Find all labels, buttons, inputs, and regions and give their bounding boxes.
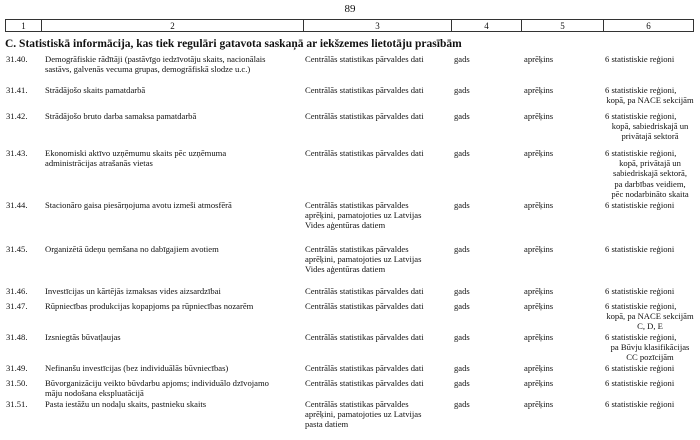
periodicity: gads <box>454 85 470 95</box>
periodicity: gads <box>454 286 470 296</box>
method: aprēķins <box>524 85 554 95</box>
indicator-description-line: Strādājošo skaits pamatdarbā <box>45 85 146 95</box>
method: aprēķins <box>524 399 554 409</box>
data-source-line: Centrālās statistikas pārvaldes <box>305 244 409 254</box>
table-row <box>5 286 695 301</box>
periodicity: gads <box>454 148 470 158</box>
method: aprēķins <box>524 111 554 121</box>
data-source-line: Centrālās statistikas pārvaldes dati <box>305 111 424 121</box>
method: aprēķins <box>524 54 554 64</box>
indicator-description-line: Izsniegtās būvatļaujas <box>45 332 121 342</box>
indicator-description <box>41 111 303 148</box>
regional-breakdown-line: kopā, sabiedriskajā un <box>611 121 689 132</box>
data-source-line: Centrālās statistikas pārvaldes <box>305 200 409 210</box>
regional-breakdown-line: pa Būvju klasifikācijas <box>610 342 690 353</box>
regional-breakdown <box>603 200 695 244</box>
periodicity: gads <box>454 378 470 388</box>
indicator-description-line: Nefinanšu investīcijas (bez individuālās būvniecības) <box>45 363 229 373</box>
data-source <box>303 363 451 378</box>
periodicity: gads <box>454 363 470 373</box>
data-source <box>303 244 451 286</box>
table-row <box>5 378 695 399</box>
indicator-description-line: Strādājošo bruto darba samaksa pamatdarbā <box>45 111 197 121</box>
data-source <box>303 399 451 439</box>
table-row <box>5 399 695 439</box>
row-number: 31.44. <box>6 200 28 210</box>
column-number-1: 1 <box>6 20 42 32</box>
indicator-description <box>41 244 303 286</box>
table-row <box>5 244 695 286</box>
row-number: 31.42. <box>6 111 28 121</box>
regional-breakdown <box>603 399 695 439</box>
row-number: 31.46. <box>6 286 28 296</box>
data-source-line: Centrālās statistikas pārvaldes dati <box>305 363 424 373</box>
indicator-description-line: Demogrāfiskie rādītāji (pastāvīgo iedzīvotāju skaits, nacionālais <box>45 54 266 64</box>
indicator-description <box>41 363 303 378</box>
data-source <box>303 378 451 399</box>
data-source-line: Centrālās statistikas pārvaldes dati <box>305 332 424 342</box>
table-row <box>5 332 695 363</box>
regional-breakdown-line: CC pozīcijām <box>626 352 674 363</box>
row-number: 31.50. <box>6 378 28 388</box>
data-source-line: aprēķini, pamatojoties uz Latvijas <box>305 254 422 265</box>
row-number: 31.48. <box>6 332 28 342</box>
indicator-description-line: Ekonomiski aktīvo uzņēmumu skaits pēc uzņēmuma <box>45 148 227 158</box>
data-source-line: pasta datiem <box>305 419 349 430</box>
periodicity: gads <box>454 244 470 254</box>
method: aprēķins <box>524 286 554 296</box>
section-title: C. Statistiskā informācija, kas tiek regulāri gatavota saskaņā ar iekšzemes lietotāju prasībām <box>5 38 462 50</box>
table-row <box>5 111 695 148</box>
regional-breakdown-line: kopā, privātajā un <box>619 158 681 169</box>
indicator-description-line: Stacionāro gaisa piesārņojuma avotu izmeši atmosfērā <box>45 200 232 210</box>
indicator-description-line: sastāvs, galvenās vecuma grupas, demogrāfiskā slodze u.c.) <box>45 64 251 75</box>
column-number-6: 6 <box>604 20 694 32</box>
data-source-line: Centrālās statistikas pārvaldes dati <box>305 301 424 311</box>
indicator-description <box>41 399 303 439</box>
column-number-3: 3 <box>304 20 452 32</box>
regional-breakdown <box>603 378 695 399</box>
indicator-description <box>41 200 303 244</box>
regional-breakdown-line: 6 statistiskie reģioni <box>605 200 675 210</box>
data-source-line: Centrālās statistikas pārvaldes dati <box>305 286 424 296</box>
regional-breakdown-line: 6 statistiskie reģioni <box>605 244 675 254</box>
row-number: 31.41. <box>6 85 28 95</box>
row-number: 31.45. <box>6 244 28 254</box>
data-source-line: aprēķini, pamatojoties uz Latvijas <box>305 409 422 420</box>
regional-breakdown-line: kopā, pa NACE sekcijām <box>606 95 694 106</box>
regional-breakdown-line: pa darbības veidiem, <box>614 178 686 189</box>
regional-breakdown <box>603 301 695 332</box>
data-source-line: Centrālās statistikas pārvaldes dati <box>305 378 424 388</box>
data-source-line: Vides aģentūras datiem <box>305 264 386 275</box>
row-number: 31.43. <box>6 148 28 158</box>
periodicity: gads <box>454 399 470 409</box>
indicator-description <box>41 301 303 332</box>
periodicity: gads <box>454 332 470 342</box>
regional-breakdown <box>603 244 695 286</box>
data-source-line: Centrālās statistikas pārvaldes dati <box>305 148 424 158</box>
indicator-description-line: māju nodošana ekspluatācijā <box>45 388 144 399</box>
data-source <box>303 200 451 244</box>
method: aprēķins <box>524 244 554 254</box>
data-source <box>303 286 451 301</box>
indicator-description-line: Būvorganizāciju veikto būvdarbu apjoms; individuālo dzīvojamo <box>45 378 269 388</box>
table-row <box>5 54 695 85</box>
table-row <box>5 301 695 332</box>
row-number: 31.51. <box>6 399 28 409</box>
indicator-description-line: administrācijas atrašanās vietas <box>45 158 153 169</box>
method: aprēķins <box>524 363 554 373</box>
regional-breakdown <box>603 332 695 363</box>
data-source <box>303 54 451 85</box>
row-number: 31.40. <box>6 54 28 64</box>
method: aprēķins <box>524 148 554 158</box>
column-number-5: 5 <box>522 20 604 32</box>
table-row <box>5 200 695 244</box>
data-source-line: Centrālās statistikas pārvaldes dati <box>305 85 424 95</box>
periodicity: gads <box>454 200 470 210</box>
regional-breakdown-line: pēc nodarbināto skaita <box>611 188 689 199</box>
row-number: 31.49. <box>6 363 28 373</box>
data-source <box>303 111 451 148</box>
indicator-description-line: Organizētā ūdeņu ņemšana no dabīgajiem avotiem <box>45 244 219 254</box>
data-source <box>303 148 451 200</box>
data-source-line: Centrālās statistikas pārvaldes dati <box>305 54 424 64</box>
regional-breakdown <box>603 54 695 85</box>
regional-breakdown-line: 6 statistiskie reģioni, <box>605 301 677 311</box>
regional-breakdown <box>603 363 695 378</box>
regional-breakdown-line: 6 statistiskie reģioni <box>605 54 675 64</box>
method: aprēķins <box>524 301 554 311</box>
regional-breakdown-line: privātajā sektorā <box>621 131 679 142</box>
data-source-line: Vides aģentūras datiem <box>305 220 386 231</box>
data-source <box>303 301 451 332</box>
regional-breakdown-line: C, D, E <box>637 321 663 332</box>
indicator-description <box>41 148 303 200</box>
indicator-description <box>41 54 303 85</box>
regional-breakdown-line: kopā, pa NACE sekcijām <box>606 311 694 322</box>
indicator-table <box>5 54 695 439</box>
data-source <box>303 85 451 111</box>
regional-breakdown-line: 6 statistiskie reģioni, <box>605 85 677 95</box>
data-source-line: Centrālās statistikas pārvaldes <box>305 399 409 409</box>
regional-breakdown-line: sabiedriskajā sektorā, <box>613 168 687 179</box>
method: aprēķins <box>524 332 554 342</box>
page-number: 89 <box>344 3 356 15</box>
regional-breakdown-line: 6 statistiskie reģioni <box>605 363 675 373</box>
table-row <box>5 363 695 378</box>
regional-breakdown-line: 6 statistiskie reģioni, <box>605 111 677 121</box>
regional-breakdown-line: 6 statistiskie reģioni <box>605 286 675 296</box>
indicator-description-line: Investīcijas un kārtējās izmaksas vides aizsardzībai <box>45 286 221 296</box>
column-number-4: 4 <box>452 20 522 32</box>
regional-breakdown-line: 6 statistiskie reģioni <box>605 399 675 409</box>
method: aprēķins <box>524 200 554 210</box>
indicator-description <box>41 378 303 399</box>
regional-breakdown <box>603 286 695 301</box>
indicator-description-line: Rūpniecības produkcijas kopapjoms pa rūpniecības nozarēm <box>45 301 254 311</box>
regional-breakdown <box>603 148 695 200</box>
periodicity: gads <box>454 111 470 121</box>
regional-breakdown <box>603 85 695 111</box>
column-number-2: 2 <box>42 20 304 32</box>
table-row <box>5 85 695 111</box>
regional-breakdown-line: 6 statistiskie reģioni <box>605 378 675 388</box>
data-source-line: aprēķini, pamatojoties uz Latvijas <box>305 210 422 221</box>
regional-breakdown-line: 6 statistiskie reģioni, <box>605 148 677 158</box>
method: aprēķins <box>524 378 554 388</box>
indicator-description <box>41 85 303 111</box>
periodicity: gads <box>454 301 470 311</box>
table-row <box>5 148 695 200</box>
periodicity: gads <box>454 54 470 64</box>
column-number-header <box>5 19 694 32</box>
data-source <box>303 332 451 363</box>
row-number: 31.47. <box>6 301 28 311</box>
indicator-description <box>41 332 303 363</box>
indicator-description <box>41 286 303 301</box>
regional-breakdown <box>603 111 695 148</box>
regional-breakdown-line: 6 statistiskie reģioni, <box>605 332 677 342</box>
indicator-description-line: Pasta iestāžu un nodaļu skaits, pastnieku skaits <box>45 399 207 409</box>
